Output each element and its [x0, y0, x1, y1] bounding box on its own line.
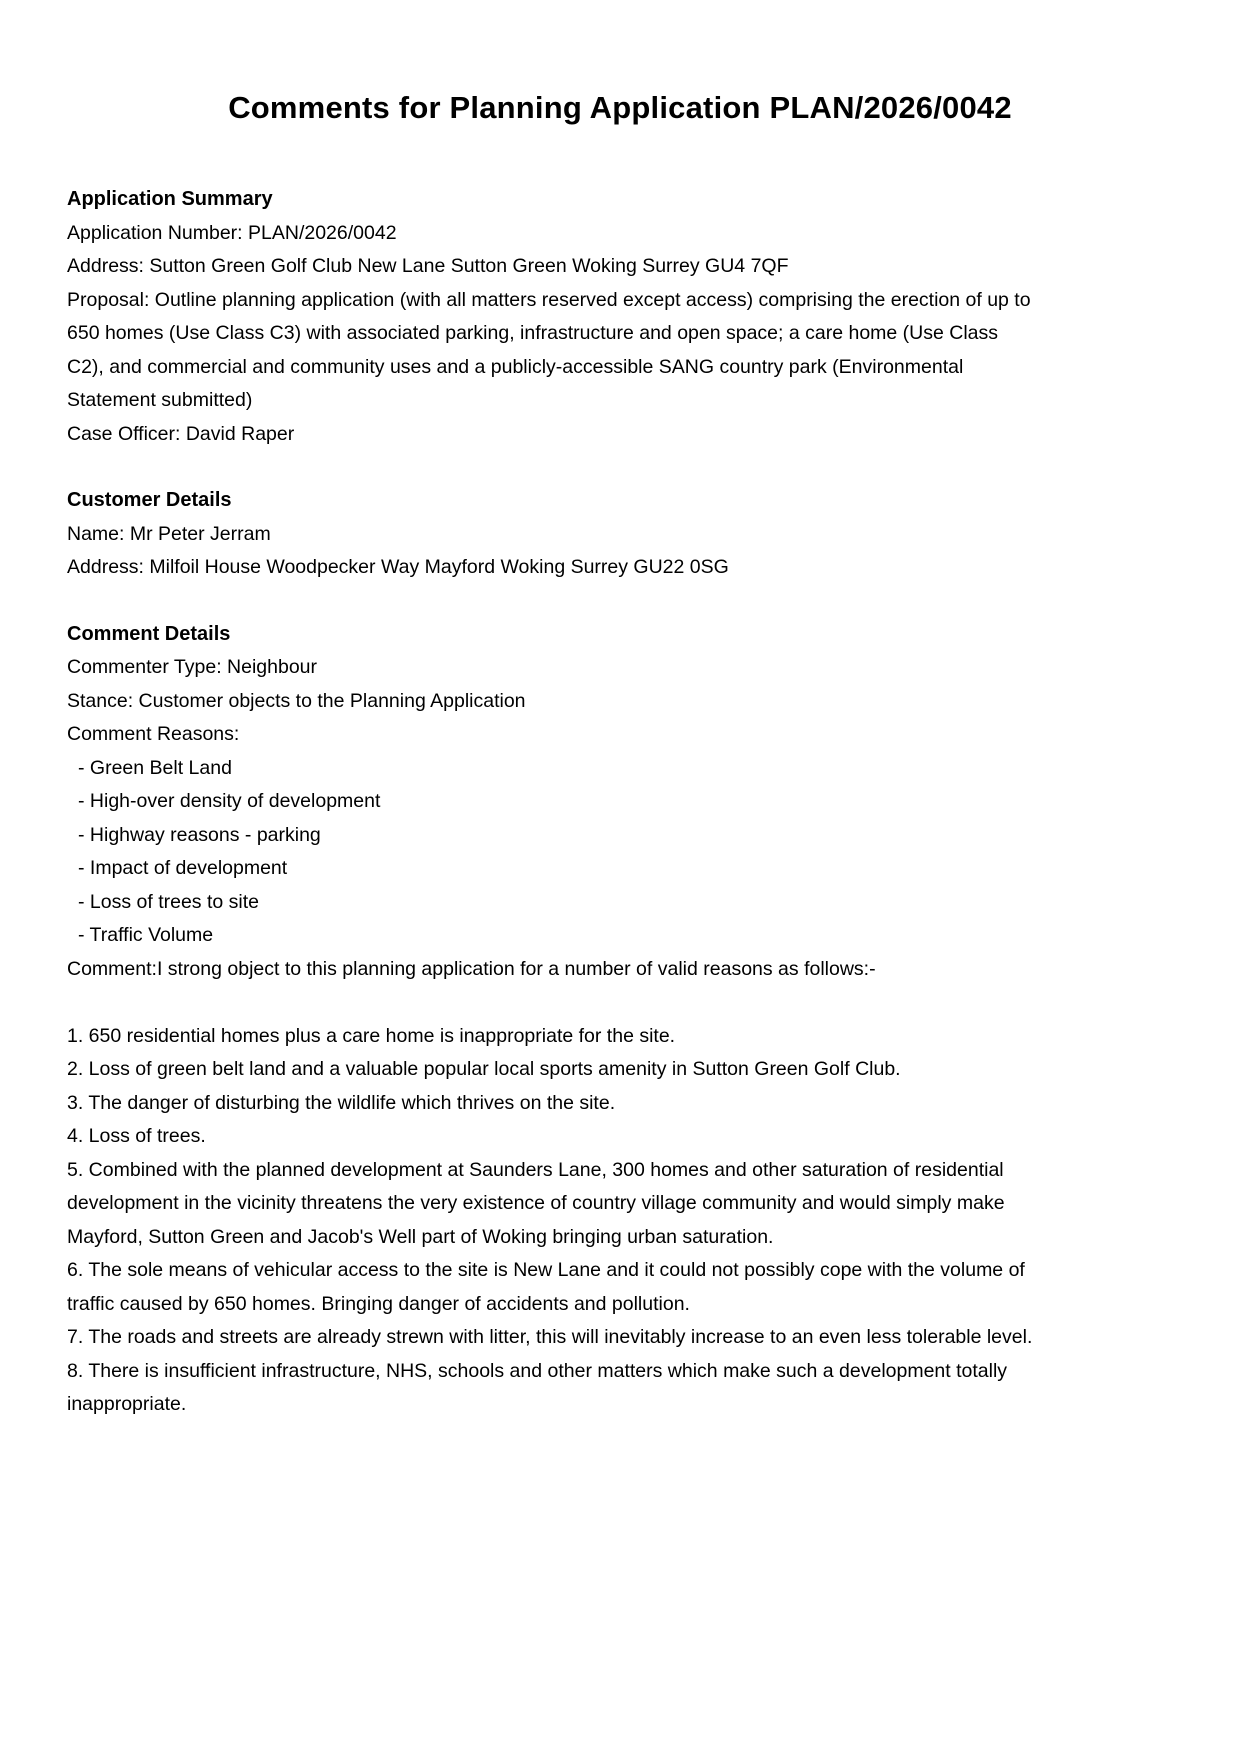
comment-details-heading: Comment Details: [67, 622, 231, 645]
field-customer-name: Name: Mr Peter Jerram: [67, 522, 271, 545]
field-customer-address: Address: Milfoil House Woodpecker Way Mayford Woking Surrey GU22 0SG: [67, 556, 729, 578]
field-stance: Stance: Customer objects to the Planning Application: [67, 689, 526, 712]
comment-reasons-label: Comment Reasons:: [67, 723, 240, 745]
comment-reason-item: - High-over density of development: [78, 790, 381, 812]
section-comment-details: [67, 618, 1173, 1422]
comment-reason-item: - Loss of trees to site: [78, 890, 259, 913]
comment-point: 3. The danger of disturbing the wildlife which thrives on the site.: [67, 1091, 616, 1114]
comment-point: 1. 650 residential homes plus a care home is inappropriate for the site.: [67, 1024, 676, 1047]
spacer: [67, 986, 1173, 1020]
comment-point: 2. Loss of green belt land and a valuable popular local sports amenity in Sutton Green Golf Club.: [67, 1058, 901, 1080]
section-customer-details: [67, 484, 1173, 585]
comment-reason-item: - Impact of development: [78, 857, 288, 879]
comment-point: 5. Combined with the planned development at Saunders Lane, 300 homes and other saturation of residential development in the vicinity threatens the very existence of country village community and would simply make Mayford, Sutton Green and Jacob's Well part of Woking bringing urban saturation.: [67, 1158, 1005, 1248]
comment-point: 8. There is insufficient infrastructure, NHS, schools and other matters which make such a development totally inappropriate.: [67, 1359, 1008, 1415]
comment-reason-item: - Traffic Volume: [78, 924, 214, 946]
field-commenter-type: Commenter Type: Neighbour: [67, 656, 318, 678]
comment-reason-item: - Green Belt Land: [78, 756, 232, 779]
section-application-summary: [67, 183, 1173, 451]
comment-point: 6. The sole means of vehicular access to the site is New Lane and it could not possibly cope with the volume of traffic caused by 650 homes. Bringing danger of accidents and pollution.: [67, 1259, 1025, 1315]
comment-point: 4. Loss of trees.: [67, 1125, 206, 1147]
page-title: Comments for Planning Application PLAN/2026/0042: [228, 90, 1012, 125]
customer-details-heading: Customer Details: [67, 489, 232, 511]
field-site-address: Address: Sutton Green Golf Club New Lane Sutton Green Woking Surrey GU4 7QF: [67, 255, 789, 277]
field-proposal: Proposal: Outline planning application (with all matters reserved except access) comprising the erection of up to 650 homes (Use Class C3) with associated parking, infrastructure and open space; a care home (Use Class C2), and commercial and community uses and a publicly-accessible SANG country park (Environmental Statement submitted): [67, 288, 1031, 411]
field-case-officer: Case Officer: David Raper: [67, 422, 295, 445]
comment-reason-item: - Highway reasons - parking: [78, 823, 321, 846]
field-application-number: Application Number: PLAN/2026/0042: [67, 221, 397, 244]
comment-intro: Comment:I strong object to this planning application for a number of valid reasons as follows:-: [67, 957, 876, 980]
comment-point: 7. The roads and streets are already strewn with litter, this will inevitably increase to an even less tolerable level.: [67, 1326, 1033, 1348]
application-summary-heading: Application Summary: [67, 188, 273, 210]
